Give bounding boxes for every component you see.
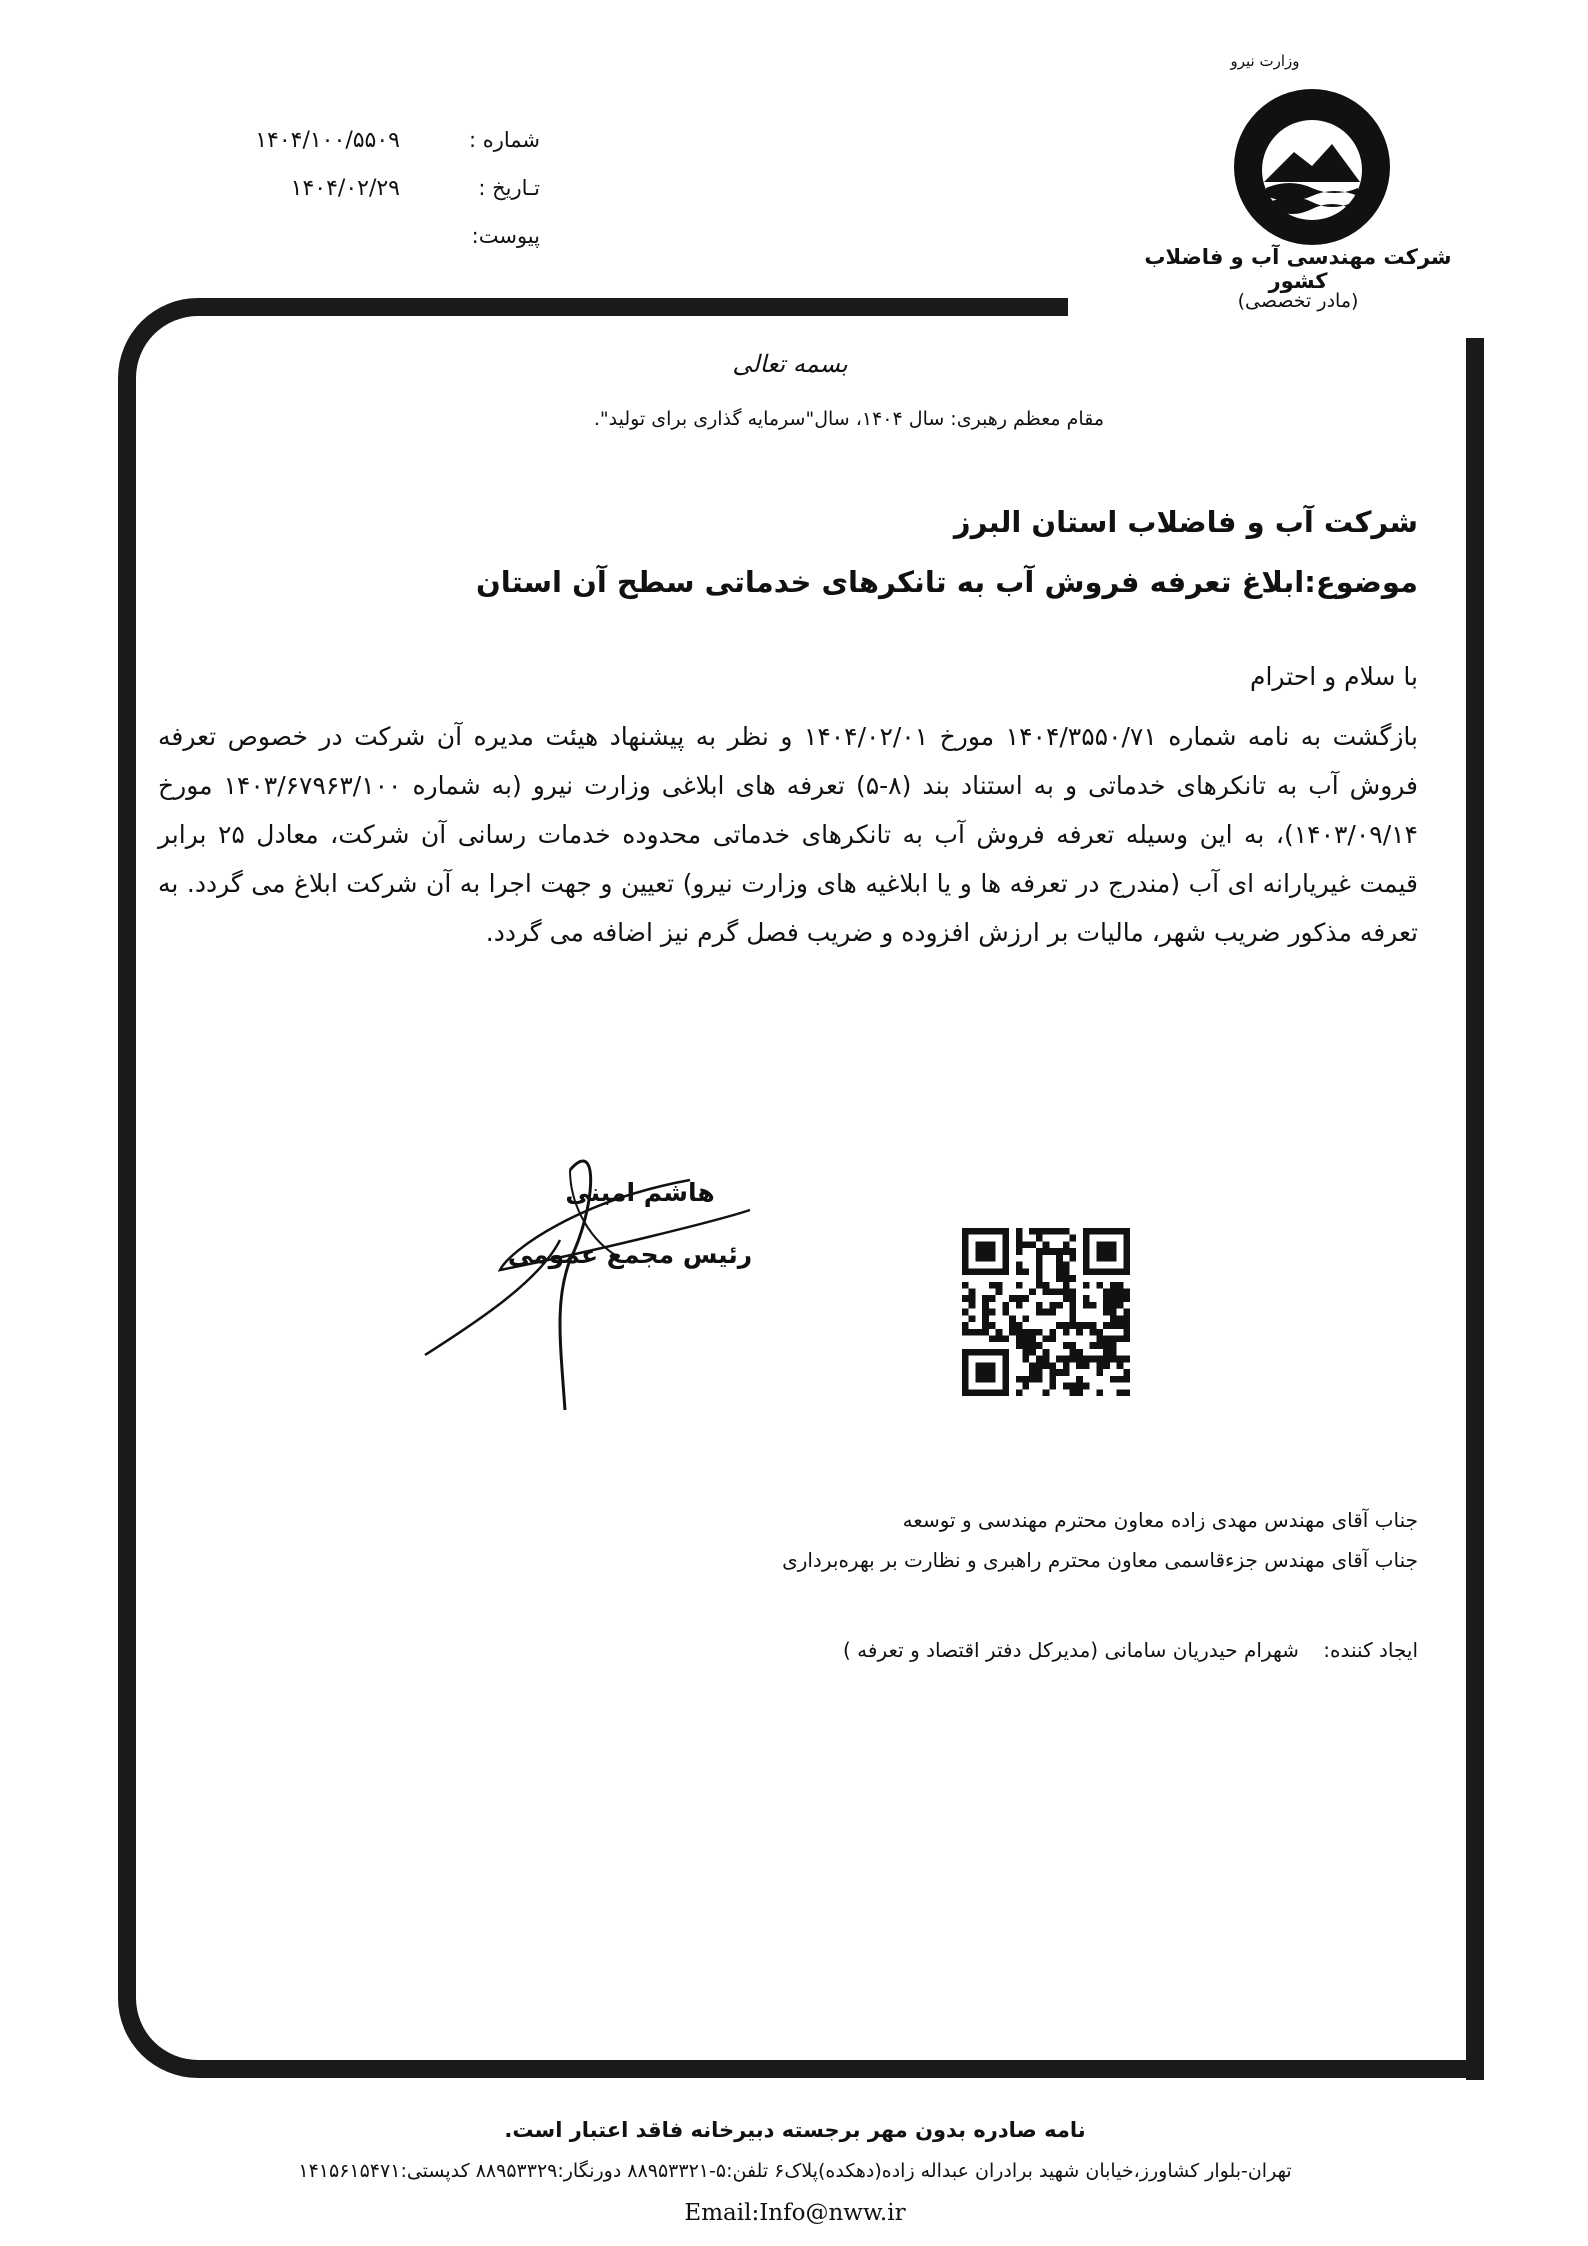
water-mountain-logo-icon xyxy=(1202,82,1412,252)
date-label: تـاریخ : xyxy=(478,176,540,200)
recipient: شرکت آب و فاضلاب استان البرز xyxy=(953,505,1418,539)
qr-code-icon xyxy=(962,1228,1130,1396)
company-subtitle: (مادر تخصصی) xyxy=(1237,290,1359,312)
invocation: بسمه تعالی xyxy=(732,350,848,378)
signatory-name: هاشم امینی xyxy=(565,1178,715,1207)
footer-email[interactable]: Email:Info@nww.ir xyxy=(684,2200,906,2226)
signatory-title: رئیس مجمع عمومی xyxy=(507,1240,753,1269)
subject: موضوع:ابلاغ تعرفه فروش آب به تانکرهای خدماتی سطح آن استان xyxy=(476,565,1418,599)
footer-warning: نامه صادره بدون مهر برجسته دبیرخانه فاقد اعتبار است. xyxy=(504,2118,1086,2142)
creator-line xyxy=(518,1638,1418,1662)
company-name: شرکت مهندسی آب و فاضلاب کشور xyxy=(1144,245,1452,293)
date-value: ۱۴۰۴/۰۲/۲۹ xyxy=(290,176,400,201)
greeting: با سلام و احترام xyxy=(1250,662,1418,691)
number-label: شماره : xyxy=(468,128,540,152)
cc-recipient: جناب آقای مهندس جزءقاسمی معاون محترم راهبری و نظارت بر بهره‌برداری xyxy=(782,1548,1418,1572)
letter-body: بازگشت به نامه شماره ۱۴۰۴/۳۵۵۰/۷۱ مورخ ۱۴۰۴/۰۲/۰۱ و نظر به پیشنهاد هیئت مدیره آن شرکت در خصوص تعرفه فروش آب به تانکرهای خدماتی و به استناد بند (۸-۵) تعرفه های ابلاغی وزارت نیرو (به شماره ۱۴۰۳/۶۷۹۶۳/۱۰۰ مورخ ۱۴۰۳/۰۹/۱۴)، به این وسیله تعرفه فروش آب به تانکرهای خدماتی محدوده خدمات رسانی آن شرکت، معادل ۲۵ برابر قیمت غیریارانه ای آب (مندرج در تعرفه ها و یا ابلاغیه های وزارت نیرو) تعیین و جهت اجرا به آن شرکت ابلاغ می گردد. به تعرفه مذکور ضریب شهر، مالیات بر ارزش افزوده و ضریب فصل گرم نیز اضافه می گردد. xyxy=(158,722,1419,947)
page-border-right xyxy=(1466,338,1484,2080)
slogan: مقام معظم رهبری: سال ۱۴۰۴، سال"سرمایه گذاری برای تولید". xyxy=(593,408,1104,430)
ministry-name: وزارت نیرو xyxy=(1230,52,1300,70)
number-value: ۱۴۰۴/۱۰۰/۵۵۰۹ xyxy=(255,128,400,153)
footer-address: تهران-بلوار کشاورز،خیابان شهید برادران عبداله زاده(دهکده)پلاک۶ تلفن:۵-۸۸۹۵۳۳۲۱ دورنگار:۸۸۹۵۳۳۲۹ کدپستی:۱۴۱۵۶۱۵۴۷۱ xyxy=(298,2160,1292,2182)
attachment-label: پیوست: xyxy=(471,224,540,248)
creator-value: شهرام حیدریان سامانی (مدیرکل دفتر اقتصاد و تعرفه ) xyxy=(843,1638,1299,1662)
creator-label: ایجاد کننده: xyxy=(1323,1638,1418,1662)
cc-recipient: جناب آقای مهندس مهدی زاده معاون محترم مهندسی و توسعه xyxy=(902,1508,1418,1532)
